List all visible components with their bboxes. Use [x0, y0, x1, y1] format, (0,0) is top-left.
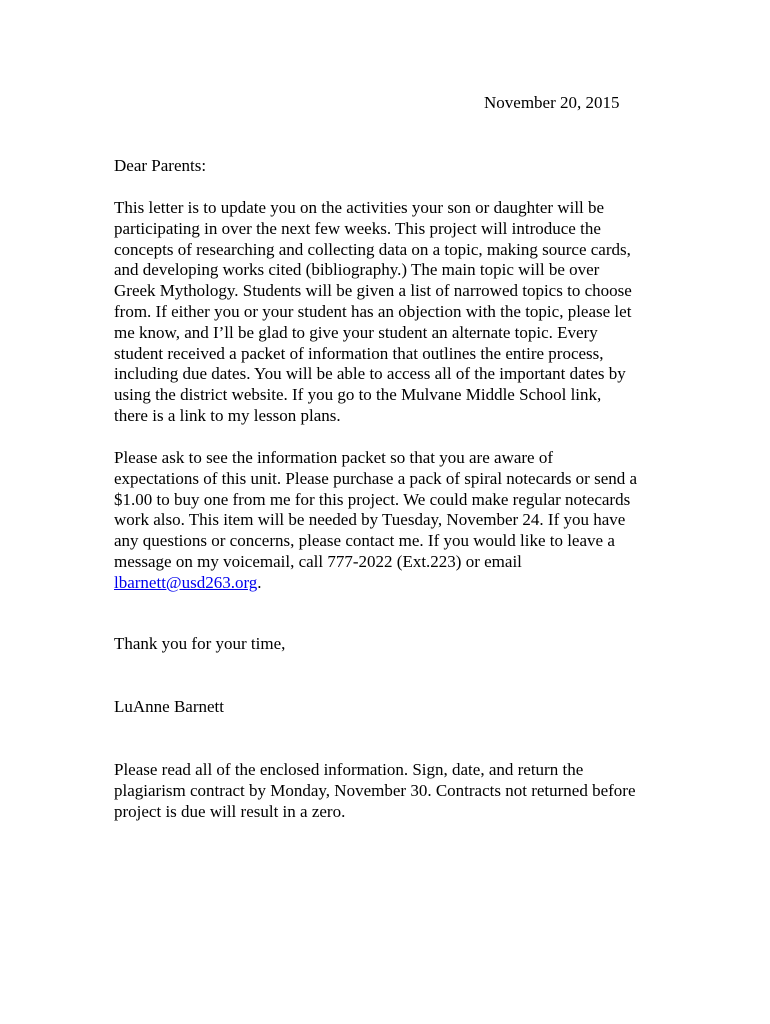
paragraph-2-line: expectations of this unit. Please purchase a pack of spiral notecards or send a	[114, 468, 638, 488]
paragraph-1-line: This letter is to update you on the activities your son or daughter will be	[114, 198, 605, 217]
email-link[interactable]: lbarnett@usd263.org	[114, 572, 258, 592]
paragraph-1-line: Greek Mythology. Students will be given a list of narrowed topics to choose	[114, 281, 632, 301]
postscript-line: plagiarism contract by Monday, November 30. Contracts not returned before	[114, 780, 636, 800]
paragraph-2-line: work also. This item will be needed by Tuesday, November 24. If you have	[114, 510, 626, 530]
paragraph-2-line: any questions or concerns, please contact me. If you would like to leave a	[114, 531, 615, 551]
email-trailing-period: .	[257, 572, 262, 592]
paragraph-1-line: using the district website. If you go to the Mulvane Middle School link,	[114, 385, 602, 405]
paragraph-1	[114, 198, 674, 427]
paragraph-1-line: me know, and I’ll be glad to give your student an alternate topic. Every	[114, 322, 598, 342]
paragraph-1-line: concepts of researching and collecting data on a topic, making source cards,	[114, 239, 631, 259]
paragraph-1-line: and developing works cited (bibliography.) The main topic will be over	[114, 260, 600, 280]
letter-date: November 20, 2015	[484, 93, 620, 112]
paragraph-1-line: participating in over the next few weeks. This project will introduce the	[114, 218, 601, 238]
salutation: Dear Parents:	[114, 156, 207, 175]
paragraph-2	[114, 448, 674, 594]
postscript-line: project is due will result in a zero.	[114, 801, 346, 821]
postscript	[114, 760, 674, 822]
email-line	[114, 573, 674, 594]
paragraph-2-line: $1.00 to buy one from me for this project. We could make regular notecards	[114, 489, 631, 509]
paragraph-2-line: Please ask to see the information packet so that you are aware of	[114, 448, 554, 467]
paragraph-1-line: from. If either you or your student has an objection with the topic, please let	[114, 301, 632, 321]
signature-name: LuAnne Barnett	[114, 697, 224, 716]
paragraph-1-line: there is a link to my lesson plans.	[114, 405, 341, 425]
paragraph-1-line: including due dates. You will be able to access all of the important dates by	[114, 364, 626, 384]
postscript-line: Please read all of the enclosed information. Sign, date, and return the	[114, 760, 584, 779]
closing: Thank you for your time,	[114, 634, 286, 653]
paragraph-2-line: message on my voicemail, call 777-2022 (Ext.223) or email	[114, 551, 522, 571]
paragraph-1-line: student received a packet of information that outlines the entire process,	[114, 343, 604, 363]
